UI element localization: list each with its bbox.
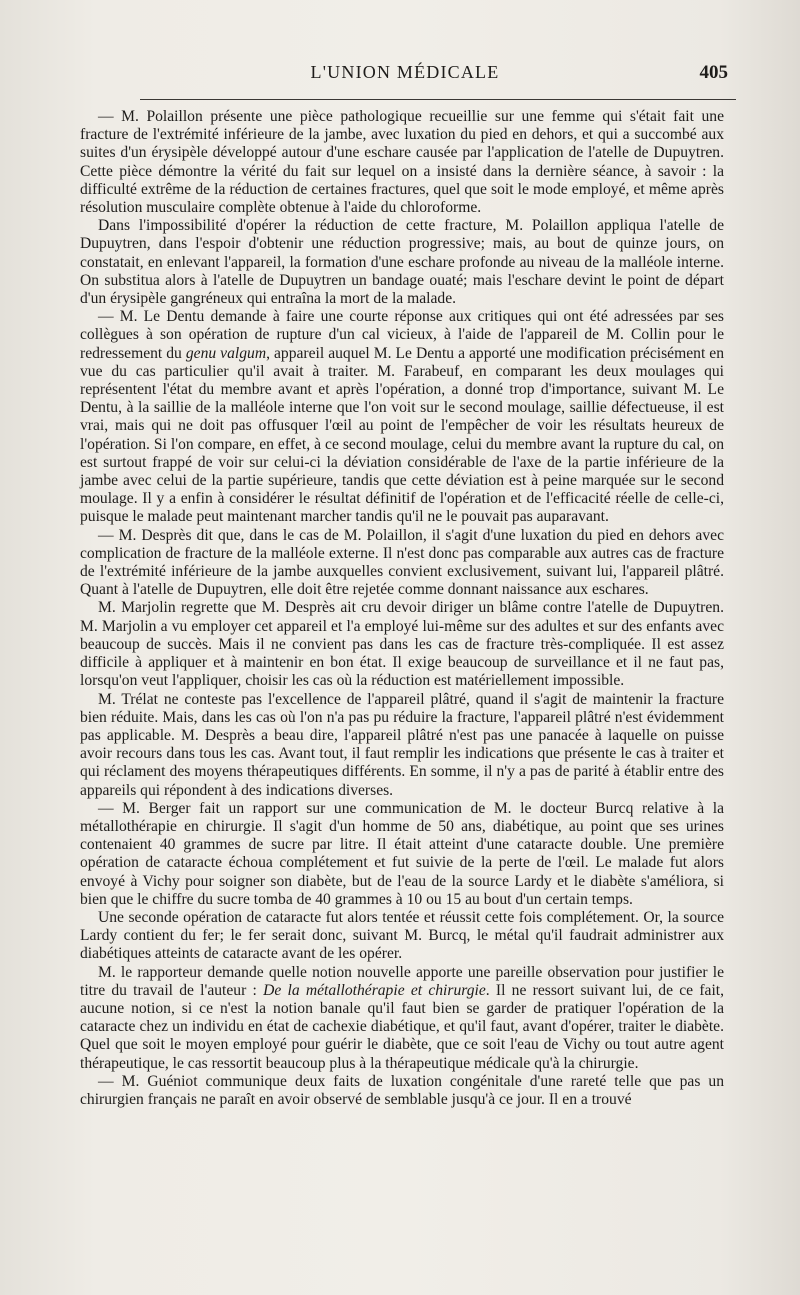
italic-phrase: genu valgum <box>185 344 267 362</box>
header-rule <box>140 99 736 100</box>
paragraph-trelat: M. Trélat ne conteste pas l'excellence de l'appareil plâtré, quand il s'agit de maintenir la fracture bien réduite. Mais, dans les cas où l'on n'a pas pu réduire la fracture, l'appareil plâtré n'est évidemment pas applicable. M. Desprès a beau dire, l'appareil plâtré n'est pas une panacée à laquelle on puisse avoir recours dans tous les cas. Avant tout, il faut remplir les indications que présente le cas à traiter et qui réclament des moyens thérapeutiques différents. En somme, il n'y a pas de parité à établir entre des appareils qui répondent à des indications diverses. <box>80 690 724 799</box>
paragraph-le-dentu: — M. Le Dentu demande à faire une courte réponse aux critiques qui ont été adressées par ses collègues à son opération de rupture d'un cal vicieux, à l'aide de l'appareil de M. Collin pour le redressement du genu valgum, appareil auquel M. Le Dentu a apporté une modification précisément en vue du cas particulier qu'il avait à traiter. M. Farabeuf, en comparant les deux moulages qui représentent l'état du membre avant et après l'opération, a donné trop d'importance, suivant M. Le Dentu, à la saillie de la malléole interne que l'on voit sur le second moulage, saillie défectueuse, il est vrai, mais qui ne doit pas offusquer l'œil au point de l'empêcher de voir les résultats heureux de l'opération. Si l'on compare, en effet, à ce second moulage, celui du membre avant la rupture du cal, on est surtout frappé de voir sur celui-ci la déviation considérable de l'axe de la partie inférieure de la jambe avec celui de la partie supérieure, tandis que cette déviation est à peine marquée sur le second moulage. Il y a enfin à considérer le résultat définitif de l'opération et de l'efficacité réelle de celle-ci, puisque le malade peut maintenant marcher tandis qu'il ne le pouvait pas auparavant. <box>80 308 724 526</box>
italic-phrase: De la métallothérapie et chirurgie <box>263 981 486 999</box>
page-header <box>82 62 728 92</box>
paragraph-cataracte: Une seconde opération de cataracte fut alors tentée et réussit cette fois complétement. Or, la source Lardy contient du fer; le fer serait donc, suivant M. Burcq, le métal qu'il faudrait administrer aux diabétiques atteints de cataracte avant de les opérer. <box>80 908 724 963</box>
paragraph-gueniot: — M. Guéniot communique deux faits de luxation congénitale d'une rareté telle que pas un chirurgien français ne paraît en avoir observé de semblable jusqu'à ce jour. Il en a trouvé <box>80 1072 724 1108</box>
paragraph-rapporteur: M. le rapporteur demande quelle notion nouvelle apporte une pareille observation pour justifier le titre du travail de l'auteur : De la métallothérapie et chirurgie. Il ne ressort suivant lui, de ce fait, aucune notion, si ce n'est la notion banale qu'il faut bien se garder de pratiquer l'opération de la cataracte chez un individu en état de cachexie diabétique, et qu'il faut, avant d'opérer, traiter le diabète. Quel que soit le moyen employé pour guérir le diabète, que ce soit l'eau de Vichy ou tout autre agent thérapeutique, le cas ressortit beaucoup plus à la thérapeutique médicale qu'à la chirurgie. <box>80 963 725 1072</box>
paragraph-polaillon-atelle: Dans l'impossibilité d'opérer la réduction de cette fracture, M. Polaillon appliqua l'atelle de Dupuytren, dans l'espoir d'obtenir une réduction progressive; mais, au bout de quinze jours, on constatait, en enlevant l'appareil, la formation d'une eschare profonde au niveau de la malléole interne. On substitua alors à l'atelle de Dupuytren un bandage ouaté; mais l'eschare devint le point de départ d'un érysipèle gangréneux qui entraîna la mort de la malade. <box>80 217 724 308</box>
page-number: 405 <box>699 62 728 83</box>
article-body <box>80 108 724 1109</box>
running-title: L'UNION MÉDICALE <box>310 62 500 82</box>
paragraph-polaillon-piece: — M. Polaillon présente une pièce pathologique recueillie sur une femme qui s'était fait une fracture de l'extrémité inférieure de la jambe, avec luxation du pied en dehors, et qui a succombé aux suites d'un érysipèle développé autour d'une eschare causée par l'application de l'atelle de Dupuytren. Cette pièce démontre la vérité du fait sur lequel on a insisté dans la dernière séance, à savoir : la difficulté extrême de la réduction de certaines fractures, quel que soit le mode employé, et même après résolution musculaire complète obtenue à l'aide du chloroforme. <box>80 108 724 217</box>
paragraph-despres: — M. Desprès dit que, dans le cas de M. Polaillon, il s'agit d'une luxation du pied en dehors avec complication de fracture de la malléole externe. Il n'est donc pas comparable aux autres cas de fracture de l'extrémité inférieure de la jambe auxquelles convient exclusivement, suivant lui, l'appareil plâtré. Quant à l'atelle de Dupuytren, elle doit être rejetée comme donnant naissance aux eschares. <box>80 526 724 599</box>
paragraph-marjolin: M. Marjolin regrette que M. Desprès ait cru devoir diriger un blâme contre l'atelle de Dupuytren. M. Marjolin a vu employer cet appareil et l'a employé lui-même sur des adultes et sur des enfants avec beaucoup de succès. Mais il ne convient pas dans les cas de fracture très-compliquée. Il est assez difficile à appliquer et à maintenir en bon état. Il exige beaucoup de surveillance et il ne faut pas, lorsqu'on veut l'appliquer, choisir les cas où la réduction est matériellement impossible. <box>80 599 724 690</box>
paragraph-berger: — M. Berger fait un rapport sur une communication de M. le docteur Burcq relative à la métallothérapie en chirurgie. Il s'agit d'un homme de 50 ans, diabétique, au point que ses urines contenaient 40 grammes de sucre par litre. Il était atteint d'une cataracte double. Une première opération de cataracte échoua complétement et fut suivie de la perte de l'œil. Le malade fut alors envoyé à Vichy pour soigner son diabète, but de l'eau de la source Lardy et le diabète s'améliora, si bien que le chiffre du sucre tomba de 40 grammes à 10 ou 15 au bout d'un certain temps. <box>80 799 724 908</box>
